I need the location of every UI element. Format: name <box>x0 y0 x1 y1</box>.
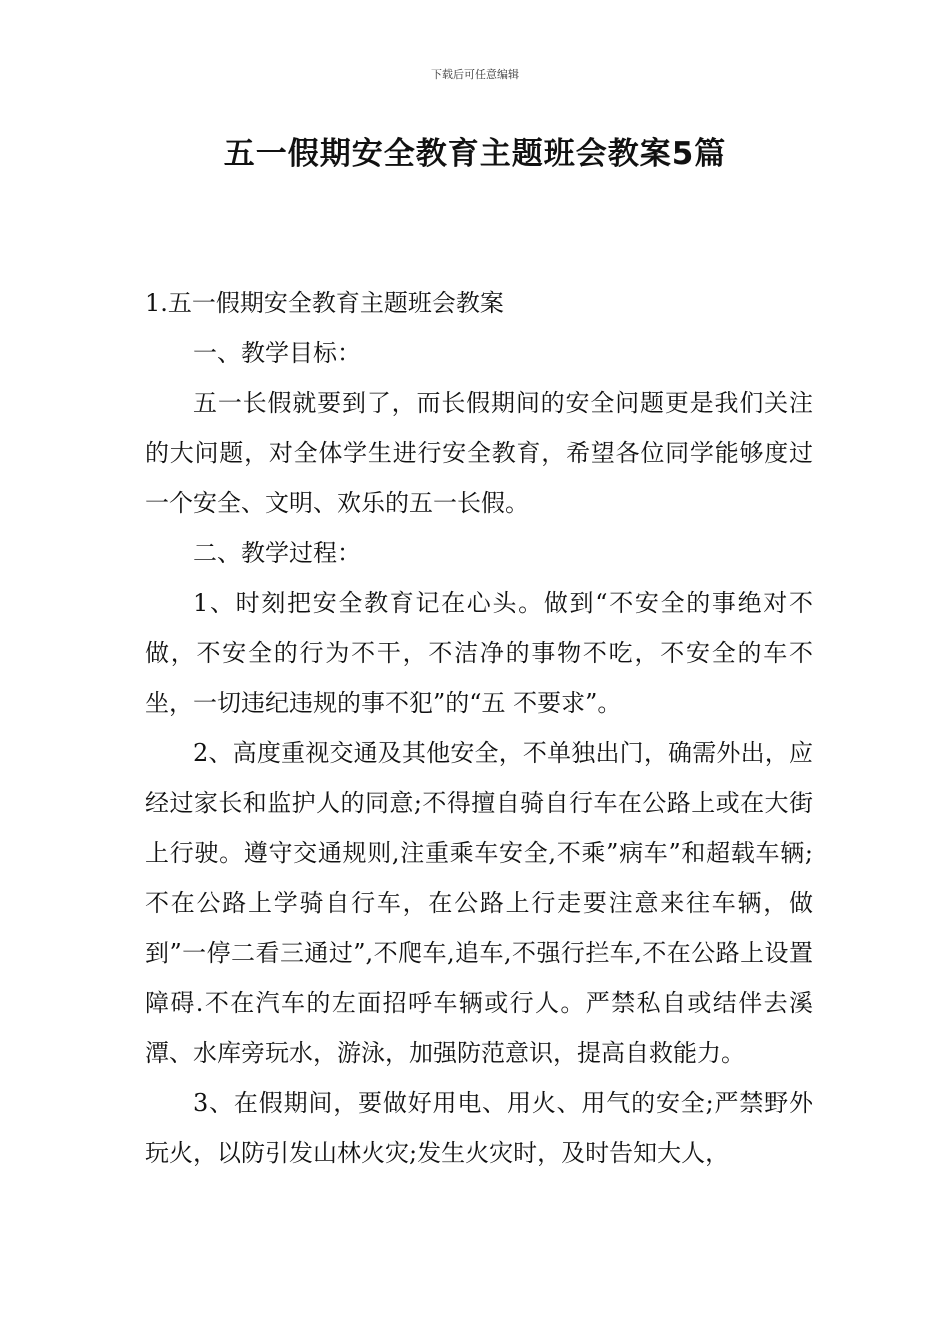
document-body <box>145 278 813 1178</box>
document-title: 五一假期安全教育主题班会教案5篇 <box>223 136 727 172</box>
paragraph-item-1: 1、时刻把安全教育记在心头。做到“不安全的事绝对不做，不安全的行为不干，不洁净的事物不吃，不安全的车不坐，一切违纪违规的事不犯”的“五 不要求”。 <box>145 589 813 717</box>
paragraph-intro: 五一长假就要到了，而长假期间的安全问题更是我们关注的大问题，对全体学生进行安全教育，希望各位同学能够度过一个安全、文明、欢乐的五一长假。 <box>145 389 813 517</box>
header-note: 下载后可任意编辑 <box>431 68 519 81</box>
subheading-process: 二、教学过程： <box>193 539 361 567</box>
paragraph-item-2: 2、高度重视交通及其他安全，不单独出门，确需外出，应经过家长和监护人的同意;不得擅自骑自行车在公路上或在大街上行驶。遵守交通规则,注重乘车安全,不乘”病车”和超载车辆;不在公路上学骑自行车，在公路上行走要注意来往车辆，做到”一停二看三通过”,不爬车,追车,不强行拦车,不在公路上设置障碍.不在汽车的左面招呼车辆或行人。严禁私自或结伴去溪潭、水库旁玩水，游泳，加强防范意识，提高自救能力。 <box>145 739 813 1067</box>
subheading-goals: 一、教学目标： <box>193 339 361 367</box>
section-heading: 1.五一假期安全教育主题班会教案 <box>145 289 504 317</box>
paragraph-item-3: 3、在假期间，要做好用电、用火、用气的安全;严禁野外玩火，以防引发山林火灾;发生火灾时，及时告知大人， <box>145 1089 813 1167</box>
